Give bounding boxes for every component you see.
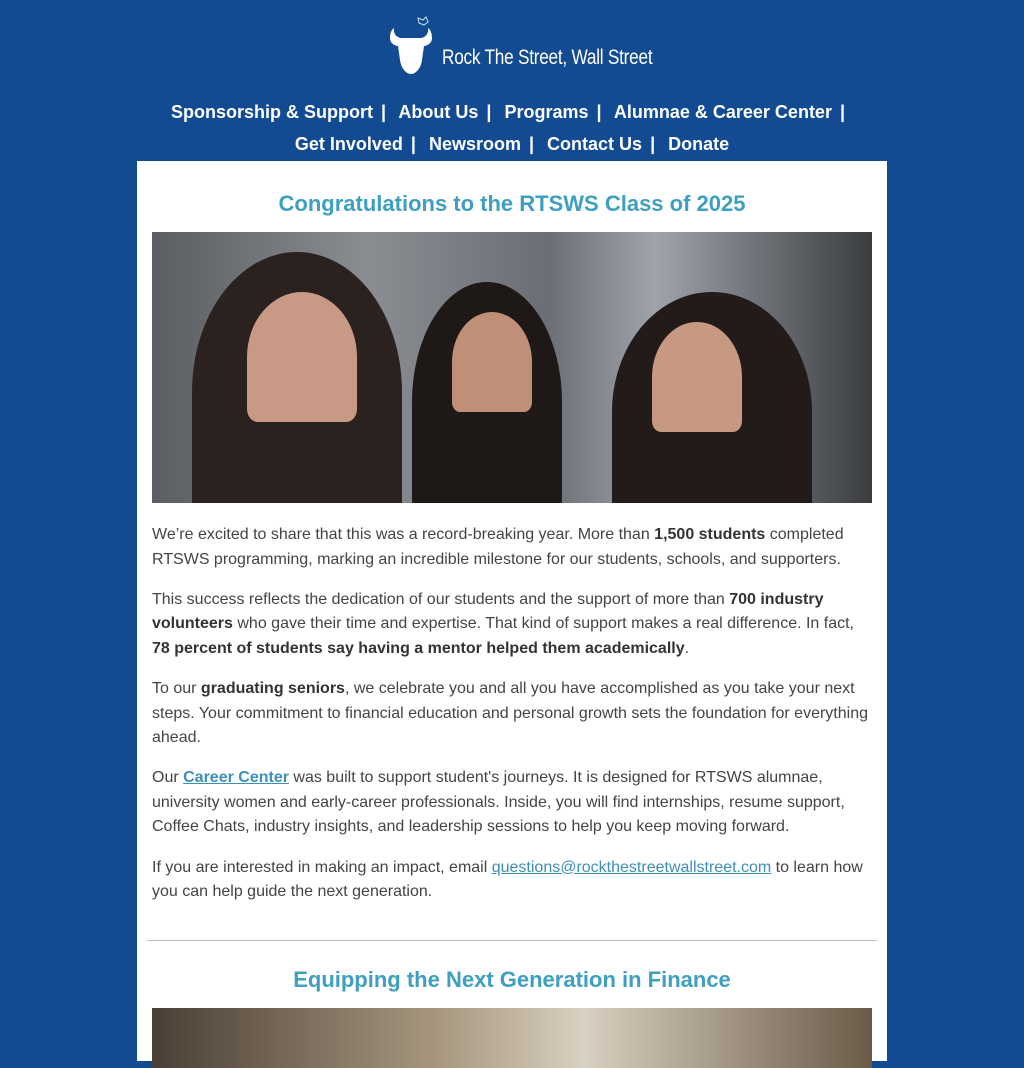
paragraph: We’re excited to share that this was a record-breaking year. More than 1,500 students completed RTSWS programming, marking an incredible milestone for our students, schools, and supporters. (152, 526, 844, 568)
career-center-link[interactable]: Career Center (183, 769, 289, 787)
nav-separator: | (839, 102, 845, 122)
nav-donate[interactable]: Donate (668, 134, 730, 154)
header (0, 0, 1024, 161)
nav-newsroom[interactable]: Newsroom (428, 134, 521, 154)
students-photo (152, 232, 872, 503)
brand-name: Rock The Street, Wall Street (442, 46, 653, 69)
nav-separator: | (596, 102, 602, 122)
section2-photo (152, 1008, 872, 1068)
nav-contact[interactable]: Contact Us (547, 134, 643, 154)
section-title: Equipping the Next Generation in Finance (293, 967, 731, 992)
logo[interactable] (388, 16, 699, 76)
paragraph: This success reflects the dedication of our students and the support of more than 700 industry volunteers who gave their time and expertise. That kind of support makes a real difference. In fact, 78 percent of students say having a mentor helped them academically. (152, 590, 854, 657)
nav-about[interactable]: About Us (398, 102, 479, 122)
nav-separator: | (528, 134, 535, 154)
nav-separator: | (380, 102, 387, 122)
nav-programs[interactable]: Programs (504, 102, 589, 122)
nav-separator: | (650, 134, 656, 154)
nav-sponsorship[interactable]: Sponsorship & Support (170, 102, 373, 122)
paragraph: If you are interested in making an impact, email questions@rockthestreetwallstreet.com to learn how you can help guide the next generation. (152, 858, 863, 901)
nav-separator: | (486, 102, 492, 122)
email-link[interactable]: questions@rockthestreetwallstreet.com (491, 858, 772, 876)
paragraph: To our graduating seniors, we celebrate you and all you have accomplished as you take your next steps. Your commitment to financial education and personal growth sets the foundation for everything ahead. (152, 679, 868, 747)
bull-logo-icon (388, 16, 434, 76)
article-body (152, 523, 872, 920)
nav-get-involved[interactable]: Get Involved (294, 134, 403, 154)
divider (147, 940, 877, 941)
nav-separator: | (410, 134, 416, 154)
section-title: Congratulations to the RTSWS Class of 2025 (278, 191, 746, 216)
main-nav (0, 96, 1024, 160)
paragraph: Our Career Center was built to support student's journeys. It is designed for RTSWS alumnae, university women and early-career professionals. Inside, you will find internships, resume support, Coffee Chats, industry insights, and leadership sessions to help you keep moving forward. (152, 769, 845, 836)
content-card (137, 161, 887, 1061)
nav-alumnae[interactable]: Alumnae & Career Center (613, 102, 832, 122)
